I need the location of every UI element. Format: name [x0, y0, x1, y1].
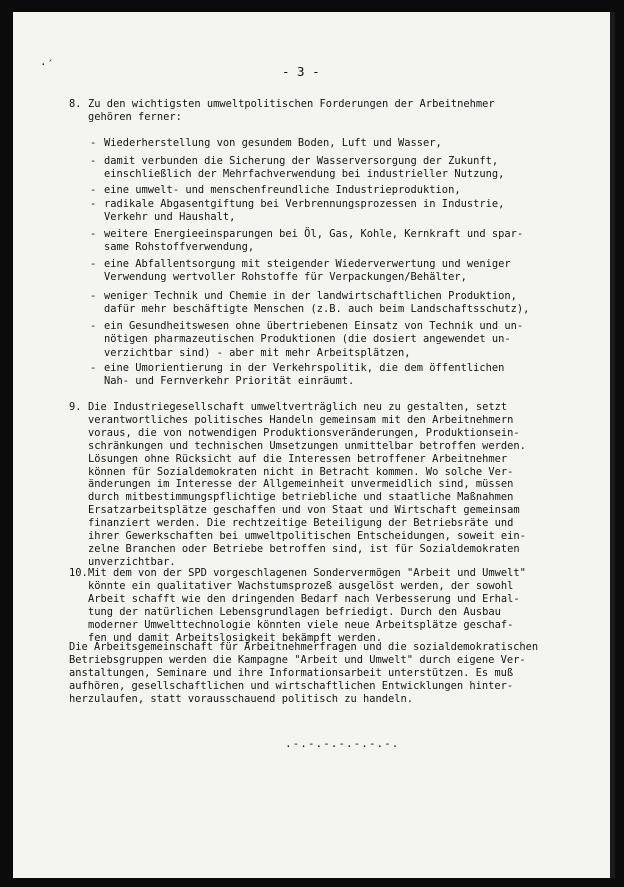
bullet-text: [104, 362, 504, 389]
text-line: Verwendung wertvoller Rohstoffe für Verpackungen/Behälter,: [104, 271, 467, 284]
text-line: radikale Abgasentgiftung bei Verbrennungsprozessen in Industrie,: [104, 198, 505, 210]
page-number: - 3 -: [282, 64, 320, 79]
scan-speck: ·´: [40, 58, 54, 71]
bullet-dash: -: [90, 258, 97, 270]
text-line: Betriebsgruppen werden die Kampagne "Arbeit und Umwelt" durch eigene Ver-: [69, 653, 526, 666]
text-line: Wiederherstellung von gesundem Boden, Luft und Wasser,: [104, 137, 442, 149]
text-line: same Rohstoffverwendung,: [104, 241, 255, 254]
text-line: eine Abfallentsorgung mit steigender Wiederverwertung und weniger: [104, 258, 511, 270]
item-number: 10.: [69, 567, 88, 579]
bullet-dash: -: [90, 198, 97, 210]
text-line: unverzichtbar.: [88, 555, 176, 568]
text-line: eine Umorientierung in der Verkehrspolitik, die dem öffentlichen: [104, 362, 505, 374]
item-number: 8.: [69, 98, 82, 110]
bullet-dash: -: [90, 184, 97, 196]
text-line: weitere Energieeinsparungen bei Öl, Gas, Kohle, Kernkraft und spar-: [104, 228, 524, 240]
scan-edge: [610, 12, 615, 878]
text-line: Mit dem von der SPD vorgeschlagenen Sondervermögen "Arbeit und Umwelt": [88, 567, 526, 579]
bullet-dash: -: [90, 290, 97, 302]
item-9-paragraph: [88, 401, 526, 569]
text-line: dafür mehr beschäftigte Menschen (z.B. auch beim Landschaftsschutz),: [104, 303, 530, 316]
text-line: anstaltungen, Seminare und ihre Informationsarbeit unterstützen. Es muß: [69, 666, 514, 679]
bullet-text: [104, 137, 442, 150]
item-10-paragraph: [88, 567, 526, 644]
bullet-text: [104, 198, 504, 225]
bullet-dash: -: [90, 137, 97, 149]
bullet-dash: -: [90, 362, 97, 374]
bullet-text: [104, 184, 461, 197]
text-line: Verkehr und Haushalt,: [104, 211, 236, 224]
item-number: 9.: [69, 401, 82, 413]
bullet-text: [104, 228, 523, 255]
bullet-dash: -: [90, 155, 97, 167]
bullet-text: [104, 258, 511, 285]
bullet-text: [104, 290, 529, 317]
text-line: nötigen pharmazeutischen Produktionen (die dosiert angewendet un-: [104, 333, 511, 346]
text-line: Lösungen ohne Rücksicht auf die Interessen betroffener Arbeitnehmer: [88, 452, 508, 465]
text-line: eine umwelt- und menschenfreundliche Industrieproduktion,: [104, 184, 461, 196]
text-line: änderungen im Interesse der Allgemeinheit unvermeidlich sind, müssen: [88, 478, 514, 491]
end-separator: .-.-.-.-.-.-.-.: [285, 737, 400, 750]
text-line: voraus, die von notwendigen Produktionsveränderungen, Produktionsein-: [88, 426, 520, 439]
text-line: herzulaufen, statt vorausschauend politisch zu handeln.: [69, 692, 414, 705]
text-line: gehören ferner:: [88, 111, 182, 124]
closing-paragraph: [69, 641, 538, 706]
text-line: verzichtbar sind) - aber mit mehr Arbeitsplätzen,: [104, 346, 411, 359]
text-line: könnte ein qualitativer Wachstumsprozeß ausgelöst werden, der sowohl: [88, 579, 514, 592]
text-line: tung der natürlichen Lebensgrundlagen befriedigt. Durch den Ausbau: [88, 605, 501, 618]
item-8-intro: [88, 98, 495, 125]
text-line: ein Gesundheitswesen ohne übertriebenen Einsatz von Technik und un-: [104, 320, 524, 332]
text-line: können für Sozialdemokraten nicht in Betracht kommen. Wo solche Ver-: [88, 465, 514, 478]
text-line: einschließlich der Mehrfachverwendung bei industrieller Nutzung,: [104, 168, 505, 181]
text-line: Die Industriegesellschaft umweltverträglich neu zu gestalten, setzt: [88, 401, 508, 413]
text-line: weniger Technik und Chemie in der landwirtschaftlichen Produktion,: [104, 290, 517, 302]
bullet-text: [104, 155, 504, 182]
bullet-text: [104, 320, 523, 360]
text-line: Ersatzarbeitsplätze geschaffen und von Staat und Wirtschaft gemeinsam: [88, 504, 520, 517]
text-line: aufhören, gesellschaftlichen und wirtschaftlichen Entwicklungen hinter-: [69, 679, 514, 692]
text-line: fen und damit Arbeitslosigkeit bekämpft werden.: [88, 631, 383, 644]
bullet-dash: -: [90, 320, 97, 332]
text-line: verantwortliches politisches Handeln gemeinsam mit den Arbeitnehmern: [88, 413, 514, 426]
text-line: zelne Branchen oder Betriebe betroffen sind, ist für Sozialdemokraten: [88, 542, 520, 555]
text-line: damit verbunden die Sicherung der Wasserversorgung der Zukunft,: [104, 155, 499, 167]
text-line: finanziert werden. Die rechtzeitige Beteiligung der Betriebsräte und: [88, 517, 514, 530]
text-line: durch mitbestimmungspflichtige betriebliche und staatliche Maßnahmen: [88, 491, 514, 504]
text-line: Nah- und Fernverkehr Priorität einräumt.: [104, 375, 355, 388]
text-line: Arbeit schafft wie den dringenden Bedarf nach Verbesserung und Erhal-: [88, 592, 520, 605]
text-line: ihrer Gewerkschaften bei umweltpolitischen Entscheidungen, soweit ein-: [88, 530, 526, 543]
text-line: schränkungen und technischen Umsetzungen unmittelbar betroffen werden.: [88, 439, 526, 452]
text-line: moderner Umwelttechnologie könnten viele neue Arbeitsplätze geschaf-: [88, 618, 514, 631]
text-line: Die Arbeitsgemeinschaft für Arbeitnehmerfragen und die sozialdemokratischen: [69, 641, 539, 653]
bullet-dash: -: [90, 228, 97, 240]
text-line: Zu den wichtigsten umweltpolitischen Forderungen der Arbeitnehmer: [88, 98, 495, 110]
